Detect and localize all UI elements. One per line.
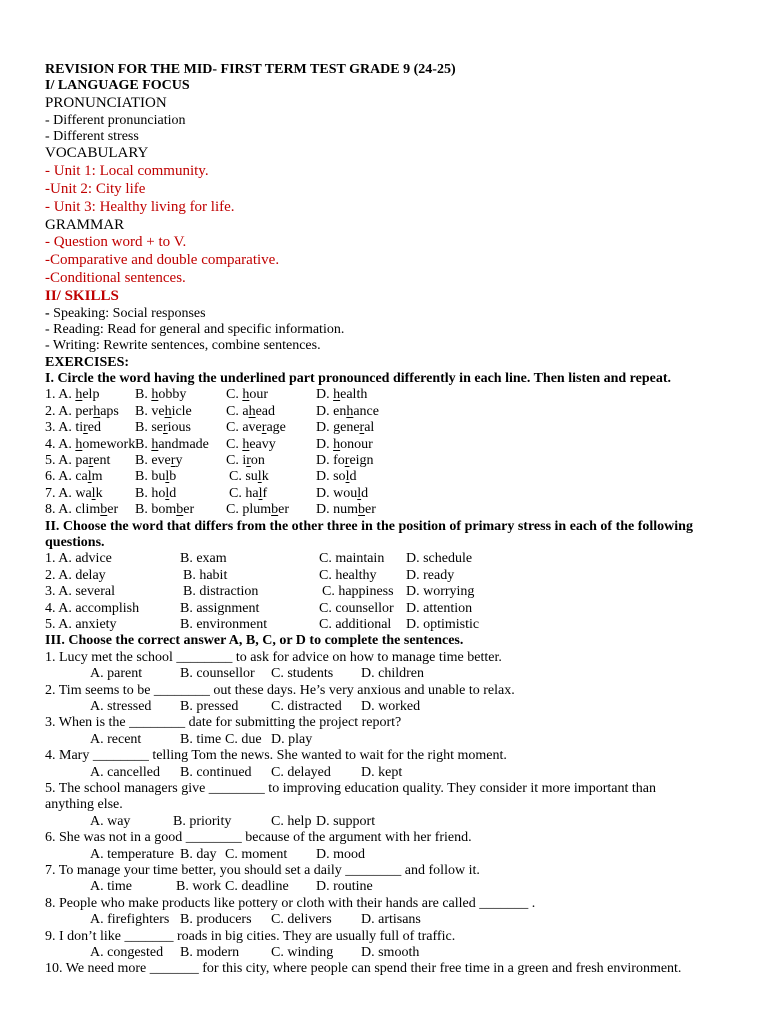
option-word: C. iron [226, 453, 265, 469]
answer-options [45, 814, 725, 830]
answer-options [45, 879, 725, 895]
answer-option[interactable]: C. distracted [271, 698, 342, 714]
question-text: 10. We need more _______ for this city, where people can spend their free time in a green and fresh environment. [45, 961, 682, 977]
question-text: 2. Tim seems to be ________ out these days. He’s very anxious and unable to relax. [45, 682, 515, 698]
option-word: B. handmade [135, 436, 209, 452]
option-word: B. exam [180, 551, 227, 567]
document-title: REVISION FOR THE MID- FIRST TERM TEST GRADE 9 (24-25) [45, 62, 456, 77]
answer-option[interactable]: A. firefighters [90, 912, 170, 928]
exercise-1-rows [45, 387, 725, 518]
option-word: B. vehicle [135, 403, 192, 419]
answer-option[interactable]: A. time [90, 879, 132, 895]
answer-option[interactable]: D. play [271, 731, 313, 747]
grammar-item: -Conditional sentences. [45, 269, 186, 286]
answer-option[interactable]: B. time [180, 731, 222, 747]
answer-option[interactable]: C. winding [271, 944, 334, 960]
option-word: 4. A. accomplish [45, 600, 140, 616]
answer-option[interactable]: B. pressed [180, 698, 239, 714]
exercise-2-row [45, 601, 725, 617]
option-word: D. would [316, 485, 369, 501]
skills-heading: II/ SKILLS [45, 287, 119, 304]
option-word: B. habit [183, 567, 228, 583]
option-word: D. schedule [406, 551, 473, 567]
answer-options [45, 666, 725, 682]
option-word: D. number [316, 502, 376, 518]
answer-option[interactable]: D. support [316, 813, 376, 829]
option-word: 4. A. homework [45, 436, 136, 452]
option-word: C. plumber [226, 502, 290, 518]
exercise-2-row [45, 551, 725, 567]
answer-option[interactable]: B. producers [180, 912, 252, 928]
question-text: 9. I don’t like _______ roads in big cities. They are usually full of traffic. [45, 928, 456, 944]
answer-option[interactable]: B. priority [173, 813, 232, 829]
question-text: 4. Mary ________ telling Tom the news. She wanted to wait for the right moment. [45, 748, 507, 764]
section-language-focus: I/ LANGUAGE FOCUS [45, 78, 190, 94]
exercise-1-row [45, 469, 725, 485]
answer-options [45, 765, 725, 781]
answer-option[interactable]: A. way [90, 813, 131, 829]
pronunciation-heading: PRONUNCIATION [45, 94, 167, 111]
answer-option[interactable]: C. due [225, 731, 262, 747]
answer-option[interactable]: A. congested [90, 944, 164, 960]
answer-options [45, 847, 725, 863]
question-text: 7. To manage your time better, you should set a daily ________ and follow it. [45, 862, 480, 878]
skills-item: - Writing: Rewrite sentences, combine sentences. [45, 338, 321, 354]
option-word: D. sold [316, 469, 357, 485]
exercise-2-row [45, 568, 725, 584]
answer-option[interactable]: D. worked [361, 698, 421, 714]
option-word: 6. A. calm [45, 469, 103, 485]
option-word: B. hold [135, 485, 177, 501]
option-word: B. serious [135, 420, 192, 436]
answer-option[interactable]: B. modern [180, 944, 240, 960]
option-word: D. ready [406, 567, 455, 583]
option-word: B. every [135, 453, 183, 469]
grammar-heading: GRAMMAR [45, 216, 125, 233]
pronunciation-item: - Different pronunciation [45, 112, 186, 128]
answer-option[interactable]: B. work [176, 879, 222, 895]
exercise-1-row [45, 486, 725, 502]
option-word: B. bomber [135, 502, 195, 518]
answer-option[interactable]: A. stressed [90, 698, 152, 714]
option-word: C. counsellor [319, 600, 394, 616]
question-text: 8. People who make products like pottery or cloth with their hands are called _______ . [45, 895, 536, 911]
answer-option[interactable]: B. continued [180, 764, 252, 780]
vocabulary-item: -Unit 2: City life [45, 180, 146, 197]
answer-options [45, 699, 725, 715]
answer-options [45, 732, 725, 748]
option-word: D. honour [316, 436, 373, 452]
document-page [45, 62, 725, 978]
answer-option[interactable]: D. smooth [361, 944, 420, 960]
answer-option[interactable]: D. mood [316, 846, 365, 862]
option-word: 3. A. tired [45, 420, 102, 436]
option-word: 5. A. anxiety [45, 616, 117, 632]
option-word: D. health [316, 387, 368, 403]
question-text: 5. The school managers give ________ to improving education quality. They consider it more important than anything else. [45, 780, 656, 813]
vocabulary-heading: VOCABULARY [45, 145, 149, 162]
option-word: C. heavy [226, 436, 276, 452]
vocabulary-item: - Unit 3: Healthy living for life. [45, 198, 235, 215]
exercise-2-row [45, 584, 725, 600]
pronunciation-item: - Different stress [45, 128, 139, 144]
question-text: 1. Lucy met the school ________ to ask for advice on how to manage time better. [45, 649, 502, 665]
option-word: D. optimistic [406, 616, 480, 632]
grammar-item: -Comparative and double comparative. [45, 252, 280, 269]
answer-option[interactable]: D. artisans [361, 912, 421, 928]
answer-option[interactable]: C. moment [225, 846, 288, 862]
option-word: C. half [229, 485, 268, 501]
exercises-heading: EXERCISES: [45, 354, 130, 370]
exercise-1-row [45, 437, 725, 453]
option-word: D. general [316, 420, 375, 436]
option-word: 8. A. climber [45, 502, 119, 518]
answer-option[interactable]: C. deadline [225, 879, 289, 895]
answer-option[interactable]: D. kept [361, 764, 403, 780]
option-word: C. happiness [322, 584, 394, 600]
exercise-2-rows [45, 551, 725, 633]
option-word: C. sulk [229, 469, 269, 485]
answer-option[interactable]: D. routine [316, 879, 373, 895]
question-text: 6. She was not in a good ________ because of the argument with her friend. [45, 830, 472, 846]
skills-item: - Reading: Read for general and specific information. [45, 321, 345, 337]
option-word: 7. A. walk [45, 485, 103, 501]
option-word: D. attention [406, 600, 473, 616]
option-word: D. foreign [316, 453, 374, 469]
answer-options [45, 912, 725, 928]
answer-option[interactable]: B. day [180, 846, 217, 862]
exercise-1-row [45, 420, 725, 436]
answer-option[interactable]: C. help [271, 813, 312, 829]
answer-option[interactable]: B. counsellor [180, 666, 255, 682]
exercise-3-questions [45, 650, 725, 978]
option-word: B. distraction [183, 584, 259, 600]
option-word: C. hour [226, 387, 269, 403]
answer-option[interactable]: A. recent [90, 731, 142, 747]
answer-option[interactable]: A. cancelled [90, 764, 160, 780]
answer-option[interactable]: C. delivers [271, 912, 332, 928]
option-word: B. hobby [135, 387, 187, 403]
exercise-2-row [45, 617, 725, 633]
option-word: C. additional [319, 616, 392, 632]
exercise-1-row [45, 502, 725, 518]
option-word: C. average [226, 420, 286, 436]
answer-option[interactable]: C. students [271, 666, 334, 682]
option-word: D. enhance [316, 403, 379, 419]
answer-option[interactable]: A. parent [90, 666, 143, 682]
exercise-1-row [45, 404, 725, 420]
option-word: 3. A. several [45, 584, 115, 600]
option-word: C. ahead [226, 403, 275, 419]
option-word: 2. A. perhaps [45, 403, 119, 419]
option-word: C. maintain [319, 551, 385, 567]
option-word: 1. A. help [45, 387, 100, 403]
answer-option[interactable]: A. temperature [90, 846, 174, 862]
option-word: 5. A. parent [45, 453, 111, 469]
option-word: B. environment [180, 616, 268, 632]
option-word: 2. A. delay [45, 567, 106, 583]
grammar-item: - Question word + to V. [45, 234, 187, 251]
question-text: 3. When is the ________ date for submitting the project report? [45, 715, 402, 731]
option-word: B. assignment [180, 600, 260, 616]
exercise-2-instruction: II. Choose the word that differs from the other three in the position of primary stress in each of the following questions. [45, 518, 693, 551]
exercise-1-row [45, 453, 725, 469]
exercise-1-instruction: I. Circle the word having the underlined part pronounced differently in each line. Then listen and repeat. [45, 371, 672, 387]
option-word: C. healthy [319, 567, 377, 583]
vocabulary-item: - Unit 1: Local community. [45, 163, 209, 180]
answer-option[interactable]: D. children [361, 666, 424, 682]
exercise-1-row [45, 387, 725, 403]
answer-options [45, 945, 725, 961]
option-word: B. bulb [135, 469, 177, 485]
exercise-3-instruction: III. Choose the correct answer A, B, C, or D to complete the sentences. [45, 633, 464, 649]
skills-item: - Speaking: Social responses [45, 305, 206, 321]
answer-option[interactable]: C. delayed [271, 764, 331, 780]
option-word: D. worrying [406, 584, 475, 600]
option-word: 1. A. advice [45, 551, 112, 567]
